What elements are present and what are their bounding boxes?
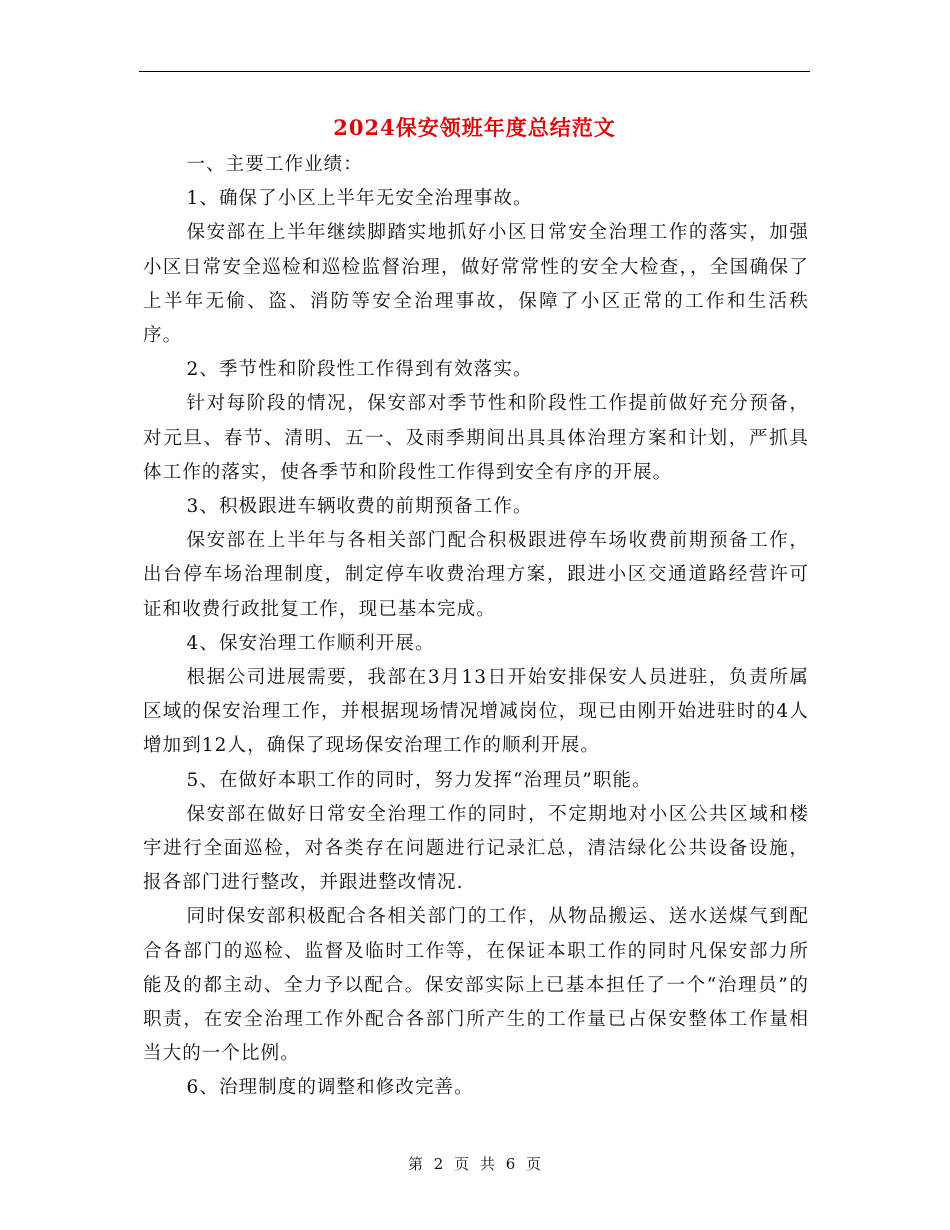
paragraph: 6、治理制度的调整和修改完善。: [186, 1077, 474, 1099]
page-label-suffix: 页: [526, 1155, 543, 1173]
paragraph: 一、主要工作业绩：: [186, 154, 363, 175]
paragraph: 同时保安部积极配合各相关部门的工作，从物品搬运、送水送煤气到配合各部门的巡检、监督及临时工作等，在保证本职工作的同时凡保安部力所能及的都主动、全力予以配合。保安部实际上已基本担任了一个“治理员”的职责，在安全治理工作外配合各部门所产生的工作量已占保安整体工作量相当大的一个比例。: [143, 906, 809, 1065]
page-number-current: 2: [433, 1155, 445, 1173]
paragraph: 4、保安治理工作顺利开展。: [186, 632, 435, 654]
paragraph: 针对每阶段的情况，保安部对季节性和阶段性工作提前做好充分预备，对元旦、春节、清明、五一、及雨季期间出具具体治理方案和计划，严抓具体工作的落实，使各季节和阶段性工作得到安全有序的开展。: [143, 393, 809, 483]
paragraph: 1、确保了小区上半年无安全治理事故。: [186, 188, 533, 210]
page-total-prefix: 共: [479, 1155, 496, 1173]
page-label-prefix: 第: [407, 1155, 424, 1173]
document-title: 2024保安领班年度总结范文: [333, 115, 616, 140]
header-rule: [139, 71, 810, 72]
page-footer: [0, 1153, 950, 1175]
document-body: [143, 148, 809, 1106]
paragraph: 保安部在上半年与各相关部门配合积极跟进停车场收费前期预备工作，出台停车场治理制度，制定停车收费治理方案，跟进小区交通道路经营许可证和收费行政批复工作，现已基本完成。: [143, 530, 809, 620]
paragraph: 3、积极跟进车辆收费的前期预备工作。: [186, 496, 533, 518]
paragraph: 保安部在做好日常安全治理工作的同时，不定期地对小区公共区域和楼宇进行全面巡检，对各类存在问题进行记录汇总，清洁绿化公共设备设施，报各部门进行整改，并跟进整改情况.: [143, 803, 809, 894]
paragraph: 2、季节性和阶段性工作得到有效落实。: [186, 359, 533, 381]
paragraph: 保安部在上半年继续脚踏实地抓好小区日常安全治理工作的落实，加强小区日常安全巡检和巡检监督治理，做好常常性的安全大检查，，全国确保了上半年无偷、盗、消防等安全治理事故，保障了小区正常的工作和生活秩序。: [143, 222, 809, 347]
page-number-total: 6: [505, 1155, 517, 1173]
paragraph: 5、在做好本职工作的同时，努力发挥“治理员”职能。: [186, 769, 652, 791]
page-label-mid: 页: [454, 1155, 471, 1173]
paragraph: 根据公司进展需要，我部在3月13日开始安排保安人员进驻，负责所属区域的保安治理工作，并根据现场情况增减岗位，现已由刚开始进驻时的4人增加到12人，确保了现场保安治理工作的顺利开展。: [143, 667, 809, 757]
